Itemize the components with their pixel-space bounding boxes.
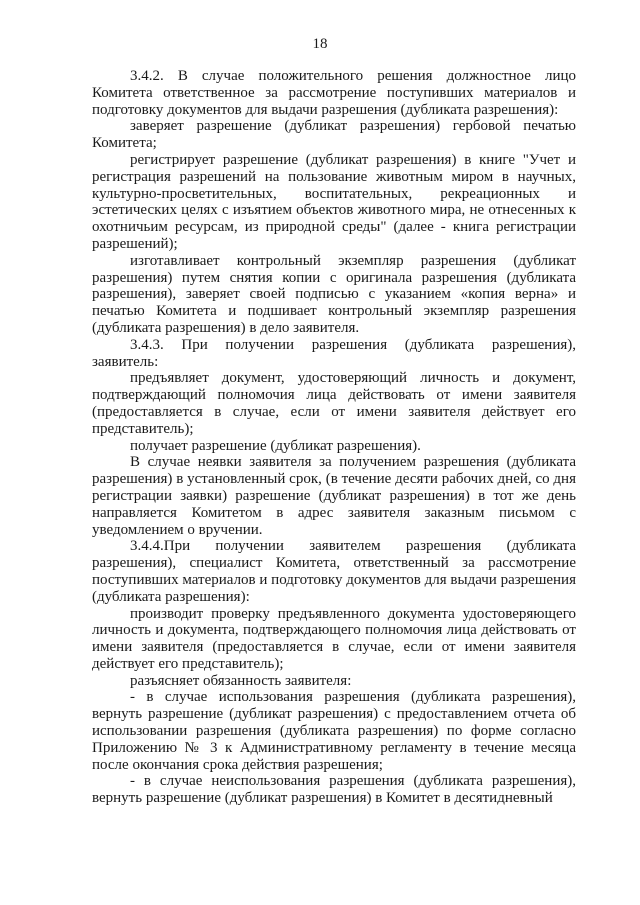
paragraph-certify-seal: заверяет разрешение (дубликат разрешения) гербовой печатью Комитета;	[92, 118, 576, 152]
paragraph-3-4-2: 3.4.2. В случае положительного решения должностное лицо Комитета ответственное за рассмотрение поступивших материалов и подготовку документов для выдачи разрешения (дубликата разрешения):	[92, 68, 576, 118]
paragraph-explain-obligation: разъясняет обязанность заявителя:	[130, 672, 352, 689]
page-number: 18	[312, 36, 328, 52]
paragraph-control-copy: изготавливает контрольный экземпляр разрешения (дубликат разрешения) путем снятия копии с оригинала разрешения (дубликата разрешения), заверяет своей подписью с указанием «копия верна» и печатью Комитета и подшивает контрольный экземпляр разрешения (дубликата разрешения) в дело заявителя.	[92, 252, 576, 336]
paragraph-case-unused: - в случае неиспользования разрешения (дубликата разрешения), вернуть разрешение (дубликат разрешения) в Комитет в десятидневный	[92, 773, 576, 807]
paragraph-receive-permit: получает разрешение (дубликат разрешения).	[130, 437, 421, 454]
paragraph-register-book: регистрирует разрешение (дубликат разрешения) в книге "Учет и регистрация разрешений на пользование животным миром в научных, культурно-просветительных, воспитательных, рекреационных и эстетических целях с изъятием объектов животного мира, не отнесенных к охотничьим ресурсам, из природной среды" (далее - книга регистрации разрешений);	[92, 151, 576, 252]
paragraph-present-id: предъявляет документ, удостоверяющий личность и документ, подтверждающий полномочия лица действовать от имени заявителя (предоставляется в случае, если от имени заявителя действует его представитель);	[92, 370, 576, 437]
paragraph-3-4-4: 3.4.4.При получении заявителем разрешения (дубликата разрешения), специалист Комитета, ответственный за рассмотрение поступивших материалов и подготовку документов для выдачи разрешения (дубликата разрешения):	[92, 538, 576, 605]
paragraph-non-appearance: В случае неявки заявителя за получением разрешения (дубликата разрешения) в установленный срок, (в течение десяти рабочих дней, со дня регистрации заявки) разрешение (дубликат разрешения) в тот же день направляется Комитетом в адрес заявителя заказным письмом с уведомлением о вручении.	[92, 454, 576, 538]
paragraph-verify-documents: производит проверку предъявленного документа удостоверяющего личность и документа, подтверждающего полномочия лица действовать от имени заявителя (предоставляется в случае, если от имени заявителя действует его представитель);	[92, 605, 576, 672]
paragraph-3-4-3: 3.4.3. При получении разрешения (дубликата разрешения), заявитель:	[92, 336, 576, 370]
document-body	[92, 68, 576, 807]
paragraph-case-used: - в случае использования разрешения (дубликата разрешения), вернуть разрешение (дубликат разрешения) с предоставлением отчета об использовании разрешения (дубликата разрешения) по форме согласно Приложению № 3 к Административному регламенту в течение месяца после окончания срока действия разрешения;	[92, 689, 576, 773]
